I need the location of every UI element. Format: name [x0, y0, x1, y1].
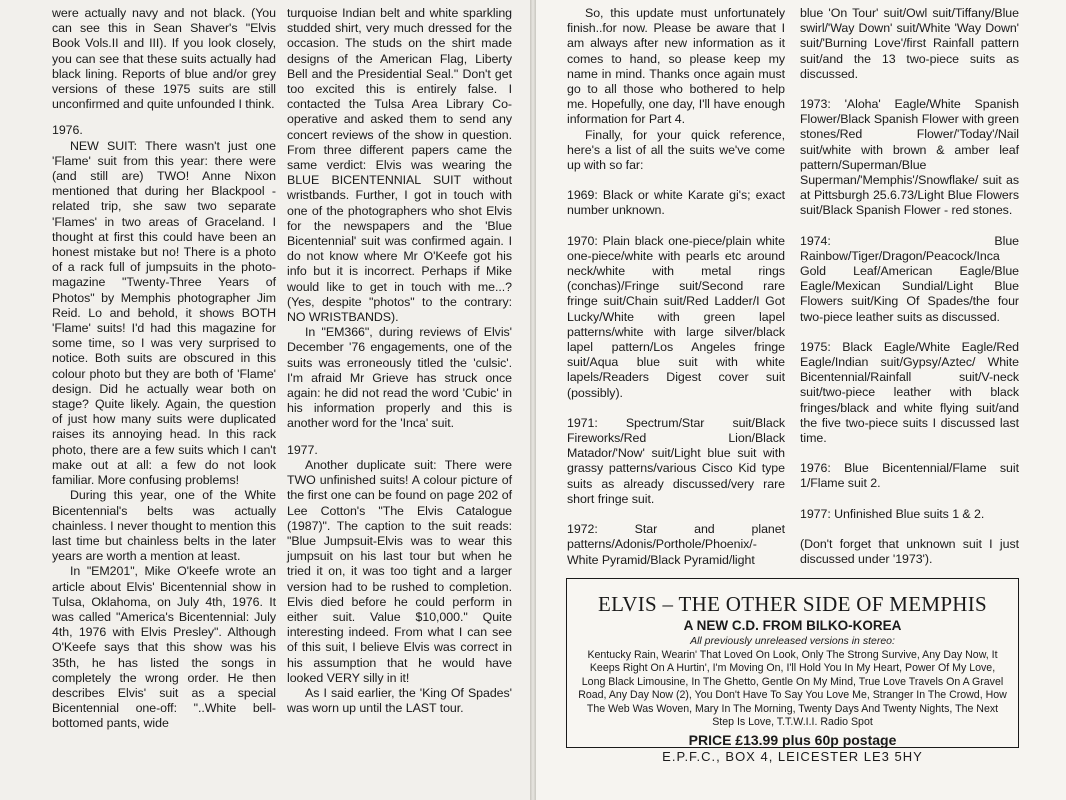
ad-address: E.P.F.C., BOX 4, LEICESTER LE3 5HY — [662, 749, 923, 765]
paragraph: 1971: Spectrum/Star suit/Black Fireworks/Red Lion/Black Matador/'Now' suit/Light blue suit with grassy patterns/various Cisco Kid type suits as already discussed/very rare short fringe suit. — [567, 415, 785, 506]
paragraph: 1977: Unfinished Blue suits 1 & 2. — [800, 506, 985, 521]
paragraph: As I said earlier, the 'King Of Spades' was worn up until the LAST tour. — [287, 685, 512, 716]
paragraph: 1976: Blue Bicentennial/Flame suit 1/Flame suit 2. — [800, 461, 1019, 491]
ad-song-list: Kentucky Rain, Wearin' That Loved On Look, Only The Strong Survive, Any Day Now, It Keeps Right On A Hurtin', I'm Moving On, I'll Hold You In My Heart, Power Of My Love, Long Black Limousine, In The Ghetto, Gentle On My Mind, True Love Travels On A Gravel Road, Any Day Now (2), You Don't Have To Say You Love Me, Stranger In The Crowd, How The Web Was Woven, Mary In The Morning, Twenty Days And Twenty Nights, The Next Step Is Love, T.T.W.I.I. Radio Spot — [578, 649, 1007, 729]
paragraph: 1973: 'Aloha' Eagle/White Spanish Flower/Black Spanish Flower with green stones/Red Flower/'Today'/Nail suit/white with brown & amber leaf pattern/Superman/Blue Superman/'Memphis'/Snowflake/ suit as at Pittsburgh 25.6.73/Light Blue Flowers suit/Black Spanish Flower - red stones. — [800, 97, 1019, 218]
paragraph: In "EM366", during reviews of Elvis' December '76 engagements, one of the suits was erroneously titled the 'culsic'. I'm afraid Mr Grieve has struck once again: he did not read the word 'Cubic' in his information properly and this is another word for the 'Inca' suit. — [287, 325, 512, 431]
paragraph: were actually navy and not black. (You can see this in Sean Shaver's "Elvis Book Vols.II and III). If you look closely, you can see that these suits actually had black lining. Reports of blue and/or grey versions of these 1975 suits are still unconfirmed and quite unfounded I think. — [52, 6, 276, 112]
left-column-1 — [52, 6, 276, 732]
paragraph: 1970: Plain black one-piece/plain white one-piece/white with pearls etc around neck/white with metal rings (conchas)/Fringe suit/Second rare fringe suit/Chain suit/Red Ladder/I Got Lucky/White with green lapel patterns/white with large silver/black lapel pattern/Los Angeles fringe suit/Aqua blue suit with white lapels/Readers Digest cover suit (possibly). — [567, 233, 785, 400]
right-column-1 — [567, 6, 785, 568]
ad-note: All previously unreleased versions in stereo: — [690, 635, 895, 647]
left-column-2 — [287, 6, 512, 716]
paragraph: Finally, for your quick reference, here's a list of all the suits we've come up with so far: — [567, 127, 785, 173]
paragraph: blue 'On Tour' suit/Owl suit/Tiffany/Blue swirl/'Way Down' suit/White 'Way Down' suit/'Burning Love'/first Rainfall pattern suit/and the 13 two-piece suits as discussed. — [800, 6, 1019, 81]
paragraph: 1976. — [52, 123, 83, 138]
paragraph: 1969: Black or white Karate gi's; exact number unknown. — [567, 188, 785, 218]
paragraph: 1975: Black Eagle/White Eagle/Red Eagle/Indian suit/Gypsy/Aztec/ White Bicentennial/Rainfall suit/V-neck suit/two-piece leather with black fringes/black and white flying suit/and the five two-piece suits I discussed last time. — [800, 339, 1019, 446]
paragraph: 1972: Star and planet patterns/Adonis/Porthole/Phoenix/-White Pyramid/Black Pyramid/light — [567, 522, 785, 567]
paragraph: Another duplicate suit: There were TWO unfinished suits! A colour picture of the first one can be found on page 202 of Lee Cotton's "The Elvis Catalogue (1987)". The caption to the suit reads: "Blue Jumpsuit-Elvis was to wear this jumpsuit on his last tour but when he tried it on, it was too tight and a larger version had to be rushed to completion. Elvis died before he could perform in either suit. Value $10,000." Quite interesting indeed. From what I can see of this suit, I believe Elvis was correct in his assumption that he would have looked VERY silly in it! — [287, 457, 512, 685]
paragraph: NEW SUIT: There wasn't just one 'Flame' suit from this year: there were (and still are) TWO! Anne Nixon mentioned that during her Blackpool - related trip, she saw two separate 'Flames' in two areas of Graceland. I thought at first this could have been an honest mistake but no! There is a photo of a rack full of jumpsuits in the photo-magazine "Twenty-Three Years of Photos" by Memphis photographer Jim Reid. Lo and behold, it shows BOTH 'Flame' suits! I'd had this magazine for some time, so I was very surprised to notice. Both suits are obscured in this colour photo but they are both of 'Flame' design. Did he actually wear both on stage? Quite likely. Again, the question of just how many suits were duplicated raises its annoying head. In this rack photo, there are a few suits which I can't make out at all: a few do not look familiar. More confusing problems! — [52, 138, 276, 488]
paragraph: In "EM201", Mike O'keefe wrote an article about Elvis' Bicentennial show in Tulsa, Oklahoma, on July 4th, 1976. It was called "America's Bicentennial: July 4th, 1976 with Elvis Presley". Although O'Keefe says that this show was his 35th, he has listed the songs in completely the wrong order. He then describes Elvis' suit as a special Bicentennial one-off: "..White bell-bottomed pants, wide — [52, 564, 276, 731]
paragraph: 1974: Blue Rainbow/Tiger/Dragon/Peacock/Inca Gold Leaf/American Eagle/Blue Eagle/Mexican Sundial/Light Blue Flowers suit/King Of Spades/the four two-piece leather suits as discussed. — [800, 233, 1019, 324]
cd-advertisement — [566, 578, 1019, 765]
right-page — [536, 0, 1066, 800]
paragraph: So, this update must unfortunately finish..for now. Please be aware that I am always after new information as it comes to hand, so please keep my name in mind. Thanks once again must go to all those who bothered to help me. Hopefully, one day, I'll have enough information for Part 4. — [567, 6, 785, 127]
ad-price: PRICE £13.99 plus 60p postage — [688, 732, 897, 749]
left-page — [0, 0, 530, 800]
right-column-2 — [800, 6, 1019, 567]
paragraph: During this year, one of the White Bicentennial's belts was actually chainless. I never thought to mention this last time but chainless belts in the later years are worth a mention at least. — [52, 488, 276, 564]
paragraph: (Don't forget that unknown suit I just discussed under '1973'). — [800, 536, 1019, 567]
paragraph: 1977. — [287, 442, 318, 457]
ad-title: ELVIS – THE OTHER SIDE OF MEMPHIS — [597, 592, 988, 616]
paragraph: turquoise Indian belt and white sparkling studded shirt, very much dressed for the occasion. The studs on the shirt made designs of the American Flag, Liberty Bell and the Presidential Seal." Don't get too excited this is entirely false. I contacted the Tulsa Area Library Co-operative and asked them to send any concert reviews of the show in question. From three different papers came the same verdict: Elvis was wearing the BLUE BICENTENNIAL SUIT without wristbands. Further, I got in touch with one of the photographers who shot Elvis for the newspapers and the 'Blue Bicentennial' suit was confirmed again. I do not know where Mr O'Keefe got his info but it is incorrect. Perhaps if Mike would like to get in touch with me...? (Yes, despite "photos" to the contrary: NO WRISTBANDS). — [287, 6, 512, 325]
ad-subtitle: A NEW C.D. FROM BILKO-KOREA — [683, 618, 902, 633]
